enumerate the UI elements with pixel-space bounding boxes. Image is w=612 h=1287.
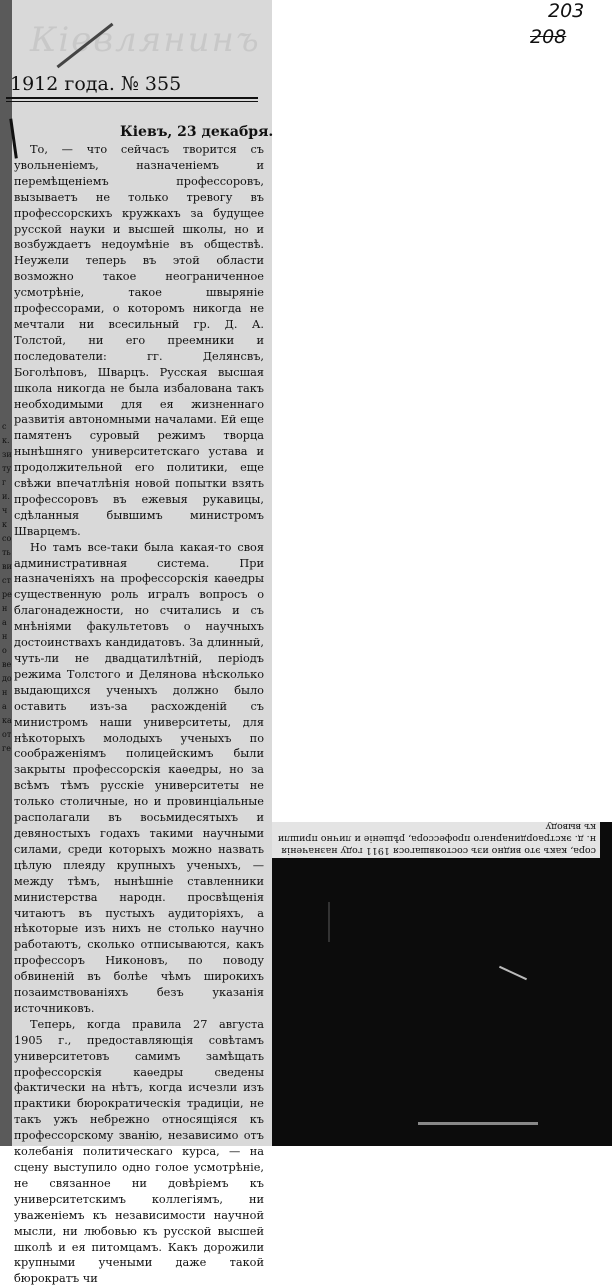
scan-scratch [328,902,330,942]
upside-down-clipping-strip [270,822,600,858]
header-rule [6,97,258,99]
scan-scratch [418,1122,538,1125]
newspaper-masthead: Кіевлянинъ [30,20,261,60]
article-paragraph: Но тамъ все-таки была какая-то своя административная система. При назначеніяхъ на профессорскія каѳедры существенную роль игралъ вопросъ о благонадежности, но считались и съ мнѣніями факультетовъ о научныхъ достоинствахъ кандидатовъ. За длинный, чуть-ли не двадцатилѣтній, періодъ режима Толстого и Делянова нѣсколько выдающихся ученыхъ должно было оставить изъ-за расхожденій съ министромъ наши университеты, для нѣкоторыхъ молодыхъ ученыхъ по соображеніямъ полицейскимъ были закрыты профессорскія каѳедры, но за всѣмъ тѣмъ русскіе университеты не только столичные, но и провинціальные располагали въ восьмидесятыхъ и девяностыхъ годахъ такими научными силами, среди которыхъ можно назвать цѣлую плеяду крупныхъ ученыхъ, — между тѣмъ, нынѣшніе ставленники министерства народн. просвѣщенія читаютъ въ пустыхъ аудиторіяхъ, а нѣкоторые изъ нихъ не столько научно работаютъ, сколько отписываются, какъ профессоръ Никоновъ, по поводу обвиненій въ болѣе чѣмъ широкихъ позаимствованіяхъ безъ указанія источниковъ. [14,540,264,1015]
article-paragraph: То, — что сейчасъ творится съ увольненіемъ, назначеніемъ и перемѣщеніемъ профессоровъ, вызываетъ не только тревогу въ профессорскихъ кружкахъ за будущее русской науки и высшей школы, но и возбуждаетъ недоумѣніе въ обществѣ. Неужели теперь въ этой области возможно такое неограниченное усмотрѣніе, такое швыряніе профессорами, о которомъ никогда не мечтали ни всесильный гр. Д. А. Толстой, ни его преемники и последователи: гг. Делянсвъ, Боголѣповъ, Шварцъ. Русская высшая школа никогда не была избалована такъ необходимыми для ея жизненнаго развитія автономными началами. Ей еще памятенъ суровый режимъ творца нынѣшняго университетскаго устава и продолжительной его политики, еще свѣжи впечатлѣнія новой попытки взять профессоровъ въ ежевыя рукавицы, сдѣланныя бывшимъ министромъ Шварцемъ. [14,143,264,538]
newspaper-clipping [0,0,274,1286]
clipping-left-edge [0,0,12,1146]
dark-scan-background [268,822,612,1146]
article-paragraph: Теперь, когда правила 27 августа 1905 г., предоставляющія совѣтамъ университетовъ самимъ замѣщать профессорскія каѳедры сведены фактически на нѣтъ, когда исчезли изъ практики бюрократическія традиціи, не такъ ужъ небрежно относящіяся къ профессорскому званію, независимо отъ колебанія политическаго курса, — на сцену выступило одно голое усмотрѣніе, не связанное ни довѣріемъ къ университетскимъ коллегіямъ, ни уваженіемъ къ независимости научной мысли, ни любовью къ русской высшей школѣ и ея питомцамъ. Какъ дорожили крупными учеными даже такой бюрократъ чи [14,1017,264,1286]
page-number: 203 [548,0,585,22]
dateline: Кіевъ, 23 декабря. [120,124,274,140]
flipped-strip-text: сора, какъ это видно изъ состоявшагося 1911 году назначенія н. д. экстраординарнаго профессора, рѣшеніе и лично пришли къ выводу [277,821,596,856]
issue-line: 1912 года. № 355 [10,73,182,95]
header-rule-thin [6,101,258,102]
struck-page-number: 208 [530,26,567,48]
article-body [14,142,264,1286]
edge-text: ск. зи ту ги. ч к со ть ви ст ре на но ве до на ка от ге [2,422,12,753]
scan-scratch [499,966,527,980]
